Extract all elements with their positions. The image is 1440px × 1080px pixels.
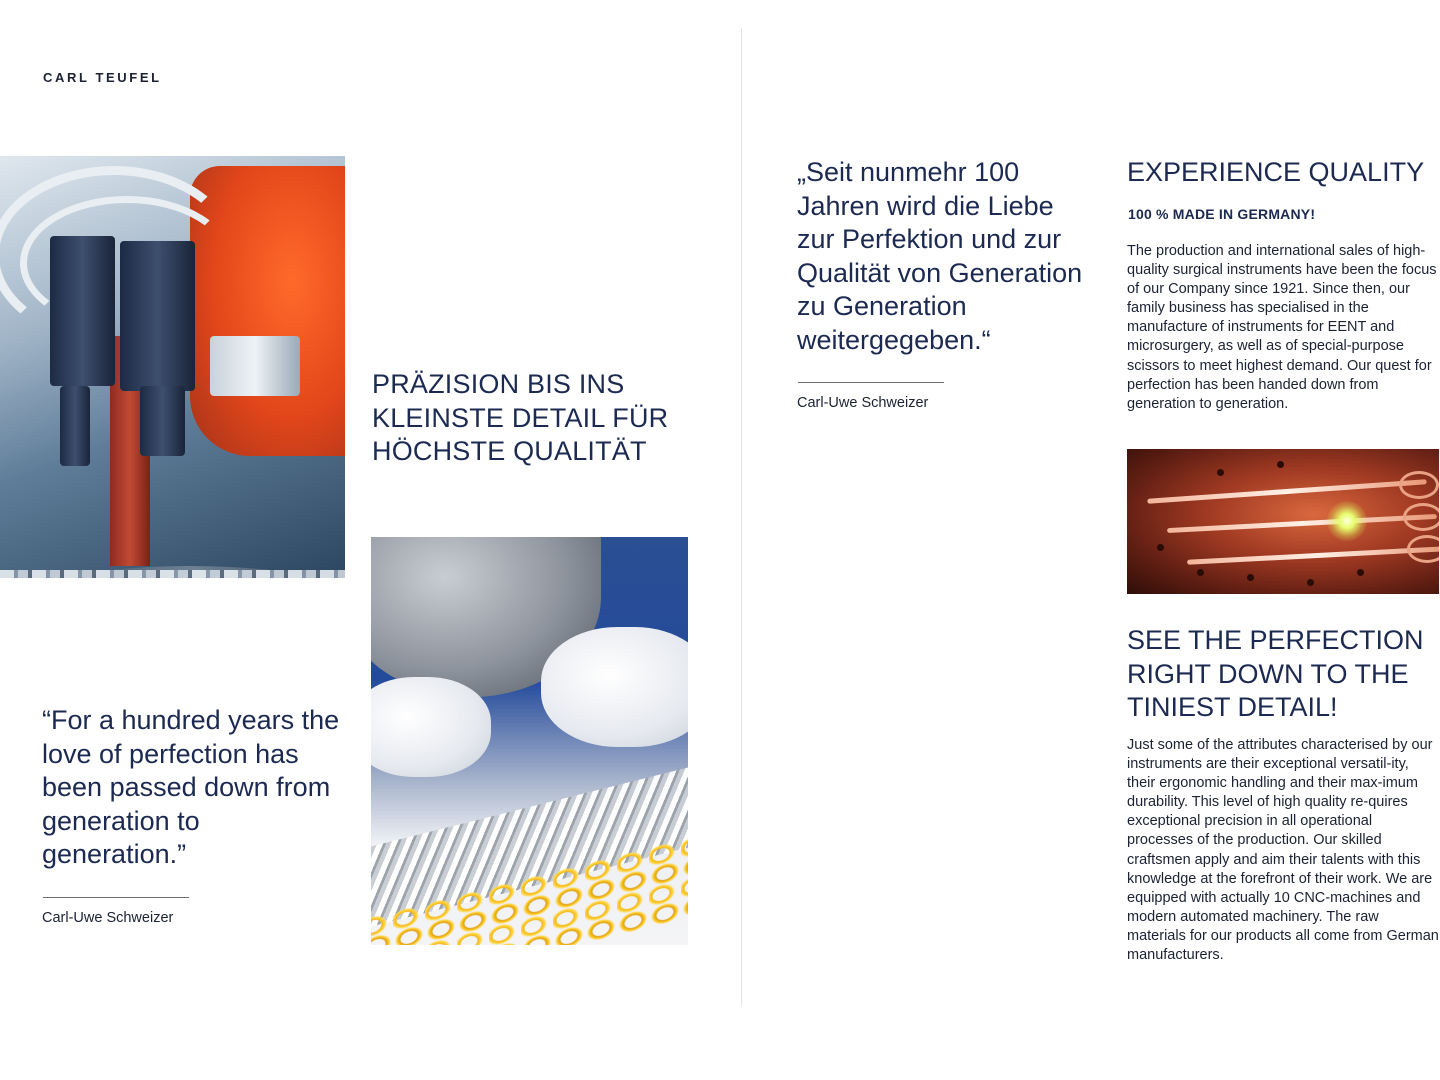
experience-quality-heading: EXPERIENCE QUALITY	[1127, 157, 1425, 187]
laser-welding-photo	[1127, 449, 1439, 594]
english-quote: “For a hundred years the love of perfection has been passed down from generation to generation.”	[42, 705, 340, 869]
precision-headline: PRÄZISION BIS INS KLEINSTE DETAIL FÜR HÖCHSTE QUALITÄT	[372, 369, 669, 466]
page-gutter-divider	[741, 28, 742, 1006]
robotic-machinery-photo	[0, 156, 345, 578]
quote-author: Carl-Uwe Schweizer	[797, 395, 929, 411]
quote-divider	[43, 897, 189, 898]
brand-logo: CARL TEUFEL	[43, 70, 162, 85]
perfection-body-text: Just some of the attributes characterised by our instruments are their exceptional versatil-ity, their ergonomic handling and their max-imum durability. This level of high quality re-quires exceptional precision in all operational processes of the production. Our skilled craftsmen apply and aim their talents with this knowledge at the forefront of their work. We are equipped with actually 10 CNC-machines and modern automated machinery. The raw materials for our products all come from German manufacturers.	[1127, 737, 1439, 964]
gloved-hands-instruments-photo	[371, 537, 688, 945]
perfection-heading: SEE THE PERFECTION RIGHT DOWN TO THE TINIEST DETAIL!	[1127, 625, 1424, 722]
made-in-germany-subheading: 100 % MADE IN GERMANY!	[1128, 206, 1316, 222]
quote-author: Carl-Uwe Schweizer	[42, 910, 174, 926]
german-quote: „Seit nunmehr 100 Jahren wird die Liebe zur Perfektion und zur Qualität von Generation zu Generation weitergegeben.“	[797, 157, 1083, 355]
experience-body-text: The production and international sales of high-quality surgical instruments have been the focus of our Company since 1921. Since then, our family business has specialised in the manufacture of instruments for EENT and microsurgery, as well as of special-purpose scissors to meet highest demand. Our quest for perfection has been handed down from generation to generation.	[1127, 243, 1437, 412]
quote-divider	[798, 382, 944, 383]
